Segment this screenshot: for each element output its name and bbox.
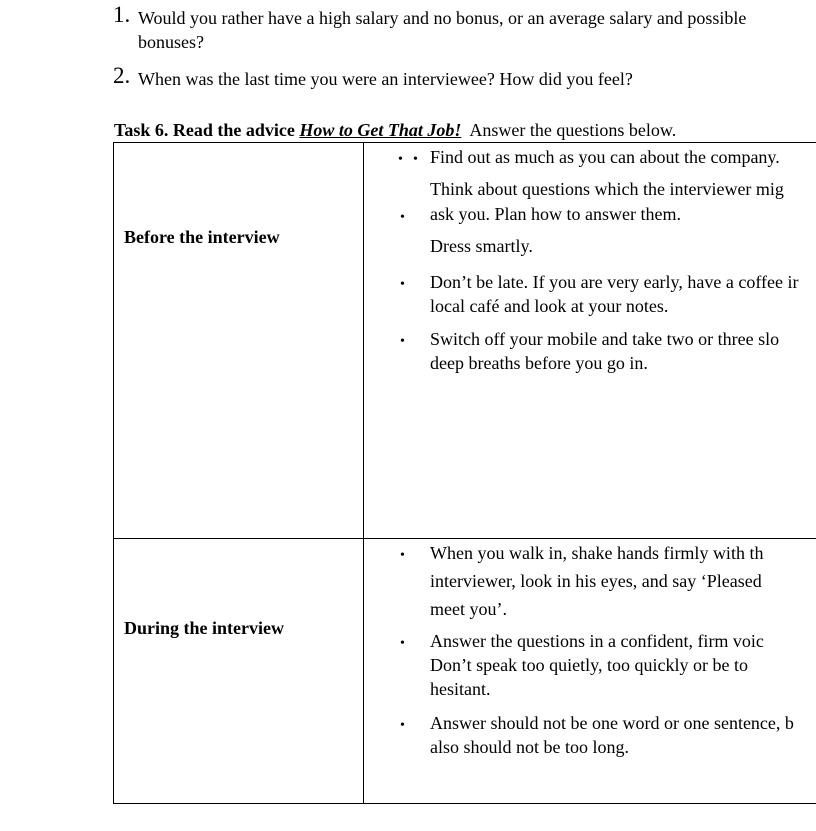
- list-item: meet you’.: [430, 599, 507, 619]
- task-instruction: Answer the questions below.: [469, 120, 677, 140]
- task-label: Task 6. Read the advice: [114, 120, 295, 140]
- list-item: interviewer, look in his eyes, and say ‘Pleased: [430, 571, 762, 591]
- list-item: Dress smartly.: [430, 236, 533, 256]
- task-title: How to Get That Job!: [299, 120, 462, 140]
- row-label-before: Before the interview: [124, 227, 280, 247]
- list-item: Don’t be late. If you are very early, have a coffee ir: [430, 272, 799, 292]
- list-item: When you walk in, shake hands firmly with th: [430, 543, 764, 563]
- bullet: •: [400, 210, 405, 225]
- table-border-top: [113, 142, 816, 143]
- list-item: ask you. Plan how to answer them.: [430, 204, 681, 224]
- bullet: •: [413, 152, 418, 167]
- bullet: •: [400, 548, 405, 563]
- list-item: also should not be too long.: [430, 737, 629, 757]
- bullet: •: [400, 636, 405, 651]
- list-item: Answer should not be one word or one sentence, b: [430, 713, 794, 733]
- table-border-left: [113, 142, 114, 804]
- list-item: Think about questions which the interviewer mig: [430, 179, 784, 199]
- list-item: Find out as much as you can about the company.: [430, 147, 780, 167]
- list-item: Switch off your mobile and take two or three slo: [430, 329, 780, 349]
- list-item: Don’t speak too quietly, too quickly or be to: [430, 655, 748, 675]
- list-item: hesitant.: [430, 679, 491, 699]
- question-text: When was the last time you were an interviewee? How did you feel?: [138, 69, 633, 89]
- question-number: 2.: [113, 63, 131, 88]
- bullet: •: [400, 277, 405, 292]
- bullet: •: [400, 718, 405, 733]
- bullet: •: [400, 334, 405, 349]
- list-item: Answer the questions in a confident, firm voic: [430, 631, 764, 651]
- question-text: Would you rather have a high salary and no bonus, or an average salary and possible: [138, 8, 747, 28]
- table-row-divider: [113, 538, 816, 539]
- list-item: local café and look at your notes.: [430, 296, 669, 316]
- list-item: deep breaths before you go in.: [430, 353, 648, 373]
- question-number: 1.: [113, 2, 131, 27]
- table-column-divider: [363, 142, 364, 804]
- task-heading: [114, 118, 676, 142]
- row-label-during: During the interview: [124, 618, 284, 638]
- bullet: •: [398, 152, 403, 167]
- table-border-bottom: [113, 803, 816, 804]
- question-1-continuation: bonuses?: [138, 32, 204, 52]
